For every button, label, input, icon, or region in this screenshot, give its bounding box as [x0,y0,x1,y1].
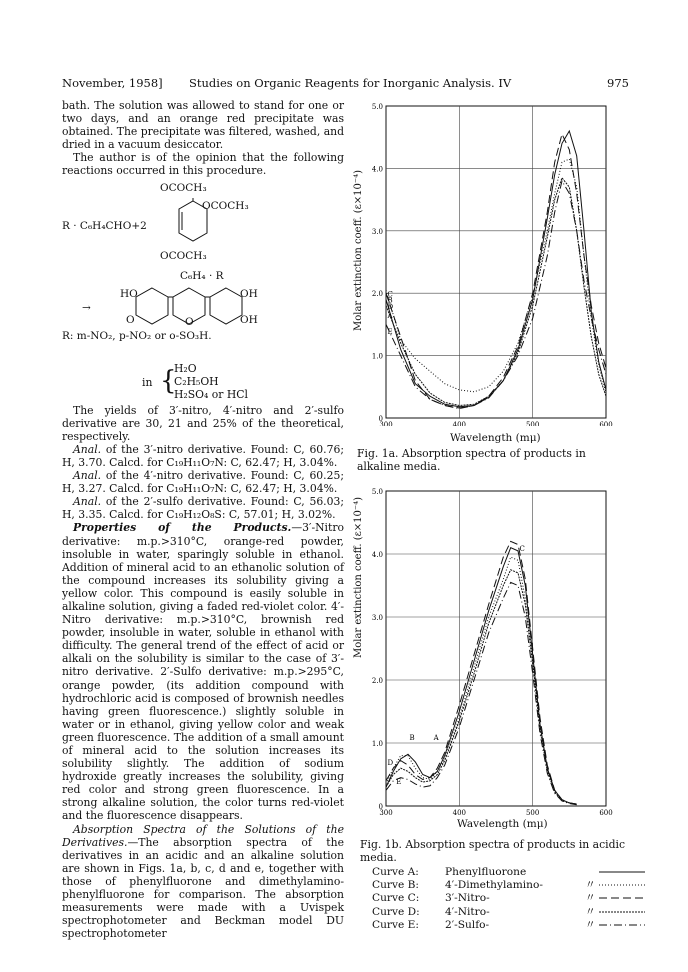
left-column [62,99,344,940]
paragraph-absorption [62,823,344,941]
section-heading-properties: Properties of the Products. [73,521,292,535]
scheme-c6h4r: C₆H₄ · R [180,269,224,282]
y-tick-label: 5.0 [371,103,383,111]
y-tick-label: 2.0 [371,677,383,685]
paragraph-anal-4-nitro [62,469,344,495]
figure-1a-plot [345,96,625,426]
figure-1b [345,483,625,830]
scheme-ococh3-right: OCOCH₃ [202,199,249,212]
legend-key: Curve C: [372,892,420,905]
y-tick-label: 2.0 [371,290,383,299]
x-tick-label: 300 [379,421,393,426]
y-axis-label: Molar extinction coeff. (ε×10⁻⁴) [353,496,364,658]
x-tick-label: 300 [379,809,393,816]
curve-label: A [433,733,439,742]
scheme-o-mid: O [185,315,194,328]
anal-heading: Anal. [73,469,102,483]
curve-label: C [387,290,393,299]
series-line-e [386,181,606,409]
anal-body: of the 2′-sulfo derivative. Found: C, 56.03; H, 3.35. Calcd. for C₁₉H₁₂O₈S: C, 57.01; H, 3.02%. [62,495,344,522]
scheme-arrow: → [82,301,91,314]
plot-frame [386,106,606,418]
x-axis-label: Wavelength (mμ) [450,432,541,444]
properties-body: —3′-Nitro derivative: m.p.>310°C, orange-red powder, insoluble in water, sparingly soluble in ethanol. Addition of mineral acid to an ethanolic solution of the compound increases its solubility giving a yellow color. This compound is easily soluble in alkaline solution, giving a faded red-violet color. 4′-Nitro derivative: m.p.>310°C, brownish red powder, insoluble in water, soluble in ethanol with difficulty. The general trend of the effect of acid or alkali on the solubility is similar to the case of 3′-nitro derivative. 2′-Sulfo derivative: m.p.>295°C, orange powder, (its addition compound with hydrochloric acid is composed of brownish needles having green fluorescence.) slightly soluble in water or in ethanol, giving yellow color and weak green fluorescence. The addition of a small amount of mineral acid to the solution increases its solubility slightly. The addition of sodium hydroxide greatly increases the solubility, giving red color and strong green fluorescence. In a strong alkaline solution, the color turns red-violet and the fluorescence disappears. [62,521,344,823]
absorption-body: —The absorption spectra of the derivatives in an acidic and an alkaline solution are shown in Figs. 1a, b, c, d and e, together with those of phenylfluorone and dimethylamino-phenylfluorone for comparison. The absorption measurements were made with a Uvispek spectrophotometer and Beckman model DU spectrophotometer [62,835,344,941]
scheme-reactant: R · C₆H₄CHO+2 [62,219,147,232]
y-tick-label: 1.0 [371,352,383,361]
anal-body: of the 3′-nitro derivative. Found: C, 60.76; H, 3.70. Calcd. for C₁₉H₁₁O₇N: C, 62.47; H, 3.04%. [62,442,344,469]
scheme-r-definition: R: m-NO₂, p-NO₂ or o-SO₃H. [62,329,212,342]
curve-label: D [387,759,394,768]
scheme-ho: HO [120,287,138,300]
figure-1a [345,96,625,444]
legend-name: 4′-Nitro- [445,905,490,918]
y-tick-label: 3.0 [371,227,383,236]
legend-row [372,919,645,932]
anal-heading: Anal. [73,442,102,456]
benzene-ring-icon [176,198,210,244]
legend-key: Curve B: [372,879,419,892]
section-heading-absorption: Absorption Spectra of the Solutions of the Derivatives. [62,822,344,849]
legend-name: 3′-Nitro- [445,892,490,905]
y-tick-label: 0 [378,803,383,811]
series-line-b [386,159,606,393]
running-header-date: November, 1958] [62,76,163,90]
legend-line-dash-dot [599,919,645,929]
legend-row [372,892,645,905]
y-tick-label: 1.0 [371,740,383,748]
legend-line-dashed [599,892,645,902]
y-tick-label: 0 [378,415,383,423]
y-tick-label: 4.0 [371,165,383,174]
legend-row [372,906,645,919]
paragraph-yields: The yields of 3′-nitro, 4′-nitro and 2′-sulfo derivative are 30, 21 and 25% of the theoretical, respectively. [62,403,344,443]
scheme-ococh3-top: OCOCH₃ [160,181,207,194]
ditto-mark: 〃 [585,918,596,931]
plot-frame [386,491,606,806]
legend-line-dotted [599,879,645,889]
scheme-oh-bottom: OH [240,313,258,326]
solvent-ethanol: C₂H₅OH [174,374,219,388]
scheme-oh-top: OH [240,287,258,300]
solvent-acid: H₂SO₄ or HCl [174,387,248,401]
x-tick-label: 400 [452,809,467,816]
curve-label: E [396,777,402,786]
legend-row [372,879,645,892]
figure-1a-caption: Fig. 1a. Absorption spectra of products in alkaline media. [357,447,586,473]
x-axis-label: Wavelength (mμ) [457,818,548,830]
curve-label: D [387,302,394,311]
y-tick-label: 3.0 [371,614,383,622]
solvent-block [62,362,344,404]
y-tick-label: 4.0 [371,551,383,559]
series-line-c [386,541,577,804]
scheme-ococh3-bottom: OCOCH₃ [160,249,207,262]
curve-label: B [409,733,415,742]
paragraph-anal-2-sulfo [62,495,344,521]
brace-icon: { [160,365,177,396]
scheme-o-left: O [126,313,135,326]
y-tick-label: 5.0 [371,488,383,496]
curve-label: C [519,544,525,553]
x-tick-label: 400 [452,421,467,426]
page-number: 975 [607,76,629,90]
curve-label: E [387,327,393,336]
series-line-c [386,134,606,408]
anal-heading: Anal. [73,495,102,509]
solvent-water: H₂O [174,361,197,375]
x-tick-label: 600 [599,421,613,426]
y-axis-label: Molar extinction coeff. (ε×10⁻⁴) [353,169,364,331]
paragraph-anal-3-nitro [62,443,344,469]
paragraph-properties [62,521,344,822]
ditto-mark: 〃 [585,879,596,892]
ditto-mark: 〃 [585,892,596,905]
anal-body: of the 4′-nitro derivative. Found: C, 60.25; H, 3.27. Calcd. for C₁₉H₁₁O₇N: C, 62.47; H, 3.04%. [62,469,344,496]
ditto-mark [585,866,599,879]
legend-name: Phenylfluorone [445,866,527,878]
series-line-a [386,548,577,804]
legend-key: Curve A: [372,866,419,878]
legend-key: Curve E: [372,918,419,931]
figure-1b-caption: Fig. 1b. Absorption spectra of products in acidic media. [360,838,626,864]
x-tick-label: 500 [525,809,540,816]
running-header-title: Studies on Organic Reagents for Inorganic Analysis. IV [189,76,512,90]
figure-1b-plot [345,483,625,816]
x-tick-label: 600 [599,809,613,816]
paragraph-reactions: The author is of the opinion that the following reactions occurred in this procedure. [62,151,344,178]
curve-label: B [387,296,393,305]
legend-name: 4′-Dimethylamino- [445,879,543,892]
x-tick-label: 500 [525,421,540,426]
curve-legend [372,866,645,932]
ditto-mark: 〃 [585,905,596,918]
legend-line-dense-dotted [599,906,645,916]
legend-name: 2′-Sulfo- [445,918,490,931]
legend-line-solid [599,866,645,876]
solvent-in: in [142,375,153,389]
legend-row [372,866,645,879]
paragraph-bath: bath. The solution was allowed to stand for one or two days, and an orange red precipitate was obtained. The precipitate was filtered, washed, and dried in a vacuum desiccator. [62,99,345,152]
curve-label: A [387,312,393,321]
legend-key: Curve D: [372,905,420,918]
reaction-scheme [62,180,344,358]
